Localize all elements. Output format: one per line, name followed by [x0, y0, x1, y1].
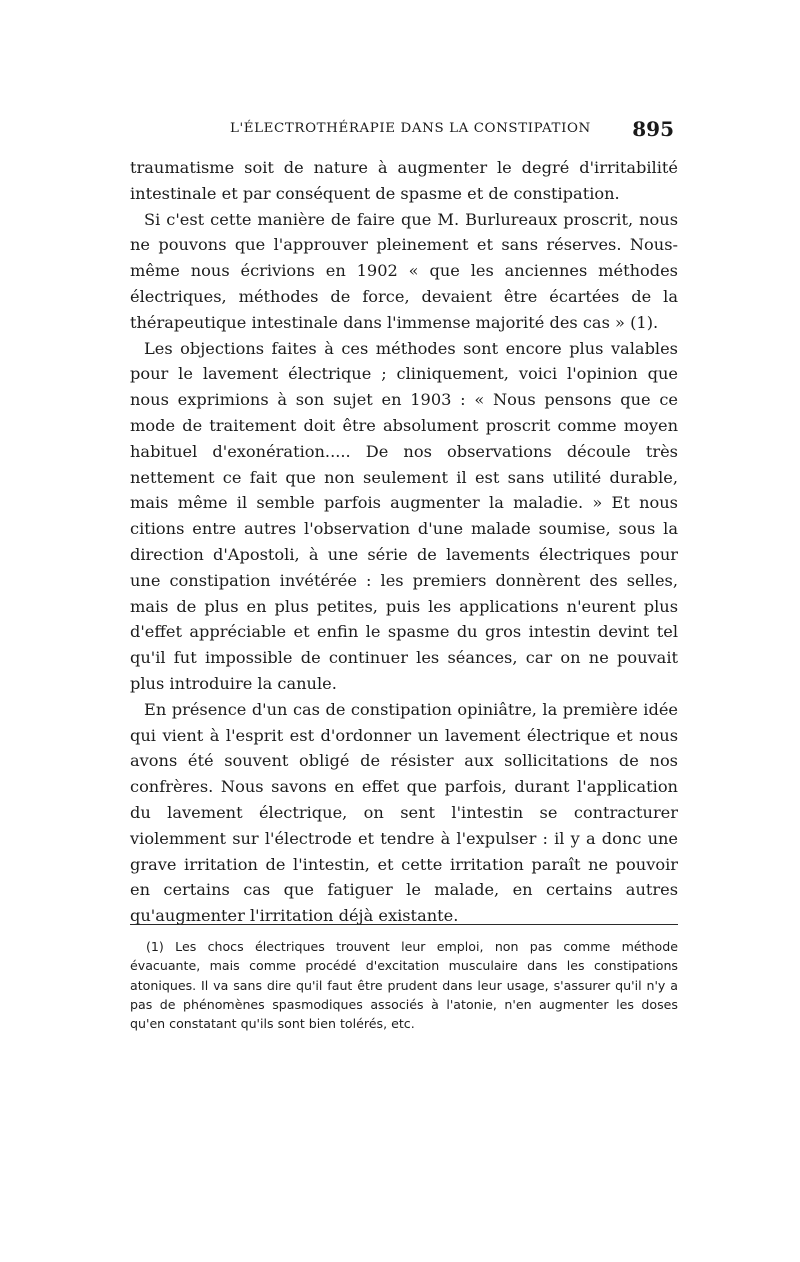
paragraph: Les objections faites à ces méthodes sont encore plus valables pour le lavement électrique ; cliniquement, voici l'opinion que nous exprimions à son sujet en 1903 : « Nous pensons que ce mode de traitement doit être absolument proscrit comme moyen habituel d'exonération..... De nos observations découle très nettement ce fait que non seulement il est sans utilité durable, mais même il semble parfois augmenter la maladie. » Et nous citions entre autres l'observation d'une malade soumise, sous la direction d'Apostoli, à une série de lavements électriques pour une constipation invétérée : les premiers donnèrent des selles, mais de plus en plus petites, puis les applications n'eurent plus d'effet appréciable et enfin le spasme du gros intestin devint tel qu'il fut impossible de continuer les séances, car on ne pouvait plus introduire la canule. — [130, 338, 678, 693]
paragraph: En présence d'un cas de constipation opiniâtre, la première idée qui vient à l'esprit est d'ordonner un lavement électrique et nous avons été souvent obligé de résister aux sollicitations de nos confrères. Nous savons en effet que parfois, durant l'application du lavement électrique, on sent l'intestin se contracturer violemment sur l'électrode et tendre à l'expulser : il y a donc une grave irritation de l'intestin, et cette irritation paraît ne pouvoir en certains cas que fatiguer le malade, en certains autres qu'augmenter l'irritation déjà existante. — [130, 699, 678, 926]
body-text — [130, 155, 678, 929]
page-number: 895 — [632, 117, 674, 141]
footnote: (1) Les chocs électriques trouvent leur emploi, non pas comme méthode évacuante, mais comme procédé d'excitation musculaire dans les constipations atoniques. Il va sans dire qu'il faut être prudent dans leur usage, s'assurer qu'il n'y a pas de phénomènes spasmodiques associés à l'atonie, n'en augmenter les doses qu'en constatant qu'ils sont bien tolérés, etc. — [130, 939, 678, 1032]
running-title: L'ÉLECTROTHÉRAPIE DANS LA CONSTIPATION — [230, 121, 591, 136]
paragraph: traumatisme soit de nature à augmenter le degré d'irritabilité intestinale et par conséquent de spasme et de constipation. — [130, 158, 678, 203]
running-header — [130, 117, 678, 147]
paragraph: Si c'est cette manière de faire que M. Burlureaux proscrit, nous ne pouvons que l'approuver pleinement et sans réserves. Nous-même nous écrivions en 1902 « que les anciennes méthodes électriques, méthodes de force, devaient être écartées de la thérapeutique intestinale dans l'immense majorité des cas » (1). — [130, 209, 678, 332]
footnotes — [130, 937, 678, 1033]
footnote-separator — [130, 924, 678, 925]
